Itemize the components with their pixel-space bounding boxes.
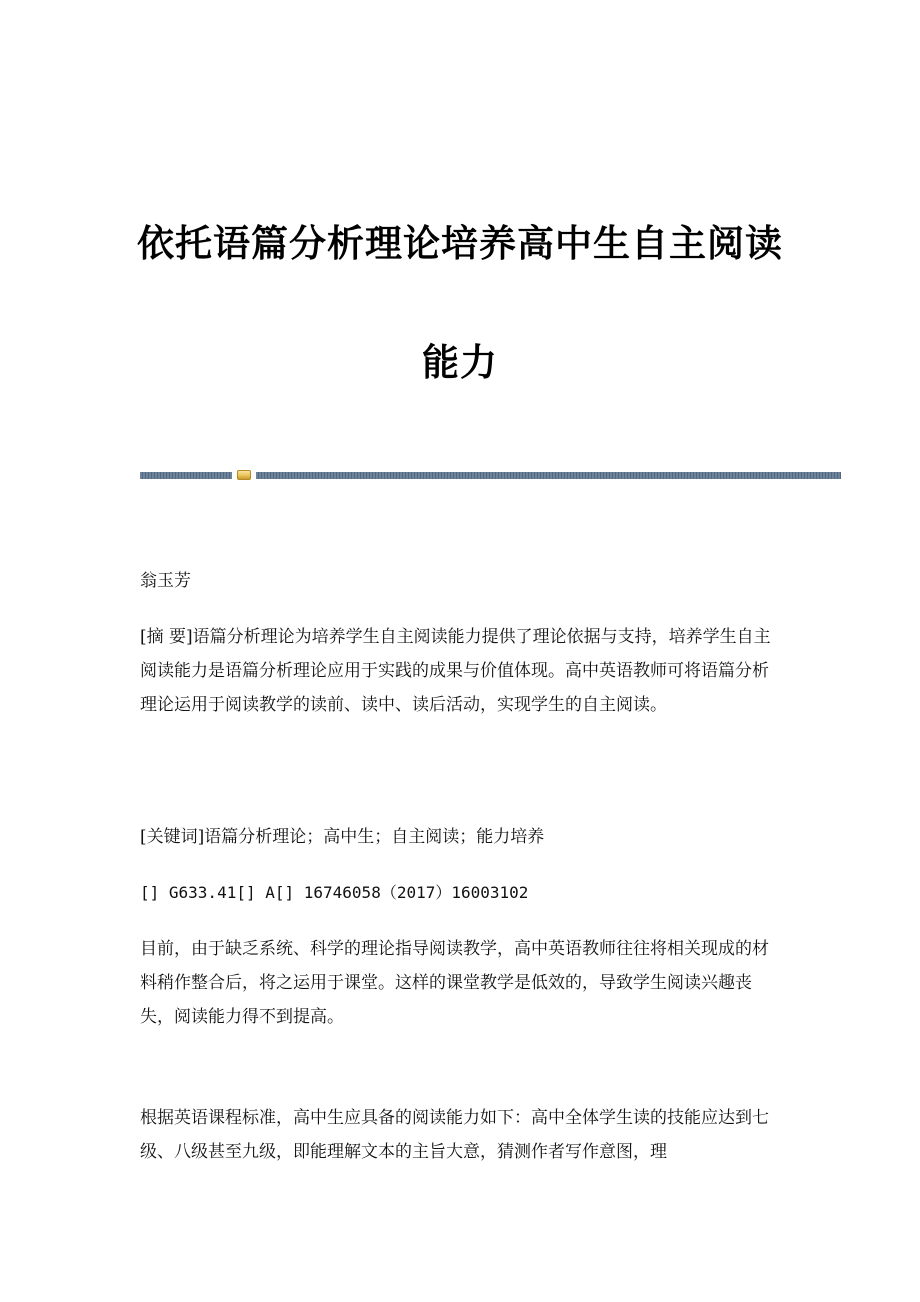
body-paragraph-1: 目前，由于缺乏系统、科学的理论指导阅读教学，高中英语教师往往将相关现成的材料稍作整合后，将之运用于课堂。这样的课堂教学是低效的，导致学生阅读兴趣丧失，阅读能力得不到提高。	[140, 939, 769, 1027]
classification-line: [] G633.41[] A[] 16746058（2017）16003102	[140, 883, 529, 902]
body-paragraph-2: 根据英语课程标准，高中生应具备的阅读能力如下：高中全体学生读的技能应达到七级、八级甚至九级，即能理解文本的主旨大意，猜测作者写作意图，理	[140, 1108, 769, 1162]
divider-ornament-icon	[237, 470, 251, 480]
divider-bar-left	[140, 472, 232, 479]
author-name: 翁玉芳	[140, 571, 191, 591]
abstract-paragraph: [摘 要]语篇分析理论为培养学生自主阅读能力提供了理论依据与支持，培养学生自主阅读能力是语篇分析理论应用于实践的成果与价值体现。高中英语教师可将语篇分析理论运用于阅读教学的读前、读中、读后活动，实现学生的自主阅读。	[140, 627, 771, 715]
document-title-line-1: 依托语篇分析理论培养高中生自主阅读	[137, 221, 783, 265]
document-title-line-2: 能力	[422, 340, 498, 384]
keywords-line: [关键词]语篇分析理论；高中生；自主阅读；能力培养	[140, 827, 545, 847]
title-divider	[140, 470, 841, 480]
divider-bar-right	[256, 472, 841, 479]
